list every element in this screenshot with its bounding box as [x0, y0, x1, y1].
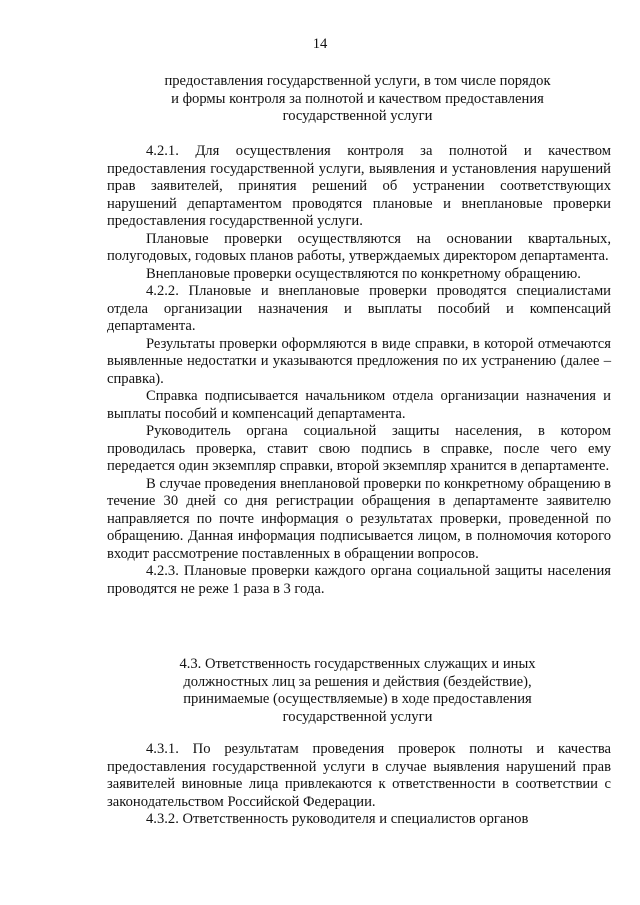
heading-line: 4.3. Ответственность государственных служащих и иных — [179, 656, 536, 672]
paragraph: 4.2.3. Плановые проверки каждого органа социальной защиты населения проводятся не реже 1 раза в 3 года. — [107, 563, 611, 597]
paragraph: Руководитель органа социальной защиты населения, в котором проводилась проверка, ставит свою подпись в справке, после чего ему передается один экземпляр справки, второй экземпляр хранится в департаменте. — [107, 423, 611, 474]
paragraph: 4.2.2. Плановые и внеплановые проверки проводятся специалистами отдела организации назначения и выплаты пособий и компенсаций департамента. — [107, 283, 611, 334]
paragraph: Плановые проверки осуществляются на основании квартальных, полугодовых, годовых планов работы, утверждаемых директором департамента. — [107, 230, 611, 264]
paragraph: В случае проведения внеплановой проверки по конкретному обращению в течение 30 дней со дня регистрации обращения в департаменте заявителю направляется по почте информация о результатах проверки, проведенной по обращению. Данная информация подписывается лицом, в полномочия которого входит рассмотрение поставленных в обращении вопросов. — [107, 475, 611, 562]
paragraph: 4.2.1. Для осуществления контроля за полнотой и качеством предоставления государственной услуги, выявления и установления нарушений прав заявителей, принятия решений об устранении соответствующих нарушений департаментом проводятся плановые и внеплановые проверки предоставления государственной услуги. — [107, 143, 611, 229]
heading-line: предоставления государственной услуги, в том числе порядок — [164, 73, 551, 89]
paragraph: 4.3.2. Ответственность руководителя и специалистов органов — [146, 811, 529, 827]
heading-line: принимаемые (осуществляемые) в ходе предоставления — [183, 691, 532, 707]
section-heading — [100, 656, 615, 726]
heading-line: и формы контроля за полнотой и качеством предоставления — [171, 90, 544, 107]
paragraph: Справка подписывается начальником отдела организации назначения и выплаты пособий и компенсаций департамента. — [107, 388, 611, 422]
heading-line: должностных лиц за решения и действия (бездействие), — [183, 673, 532, 690]
paragraph: 4.3.1. По результатам проведения проверок полноты и качества предоставления государственной услуги в случае выявления нарушений прав заявителей виновные лица привлекаются к ответственности в соответствии с законодательством Российской Федерации. — [107, 741, 611, 810]
paragraph: Результаты проверки оформляются в виде справки, в которой отмечаются выявленные недостатки и указываются предложения по их устранению (далее – справка). — [107, 335, 611, 387]
heading-line: государственной услуги — [282, 708, 433, 725]
paragraph: Внеплановые проверки осуществляются по конкретному обращению. — [146, 265, 581, 282]
heading-line: государственной услуги — [282, 108, 433, 124]
page-number: 14 — [312, 36, 328, 52]
section-heading — [100, 73, 615, 126]
section-body — [107, 741, 611, 829]
section-body — [107, 143, 611, 598]
